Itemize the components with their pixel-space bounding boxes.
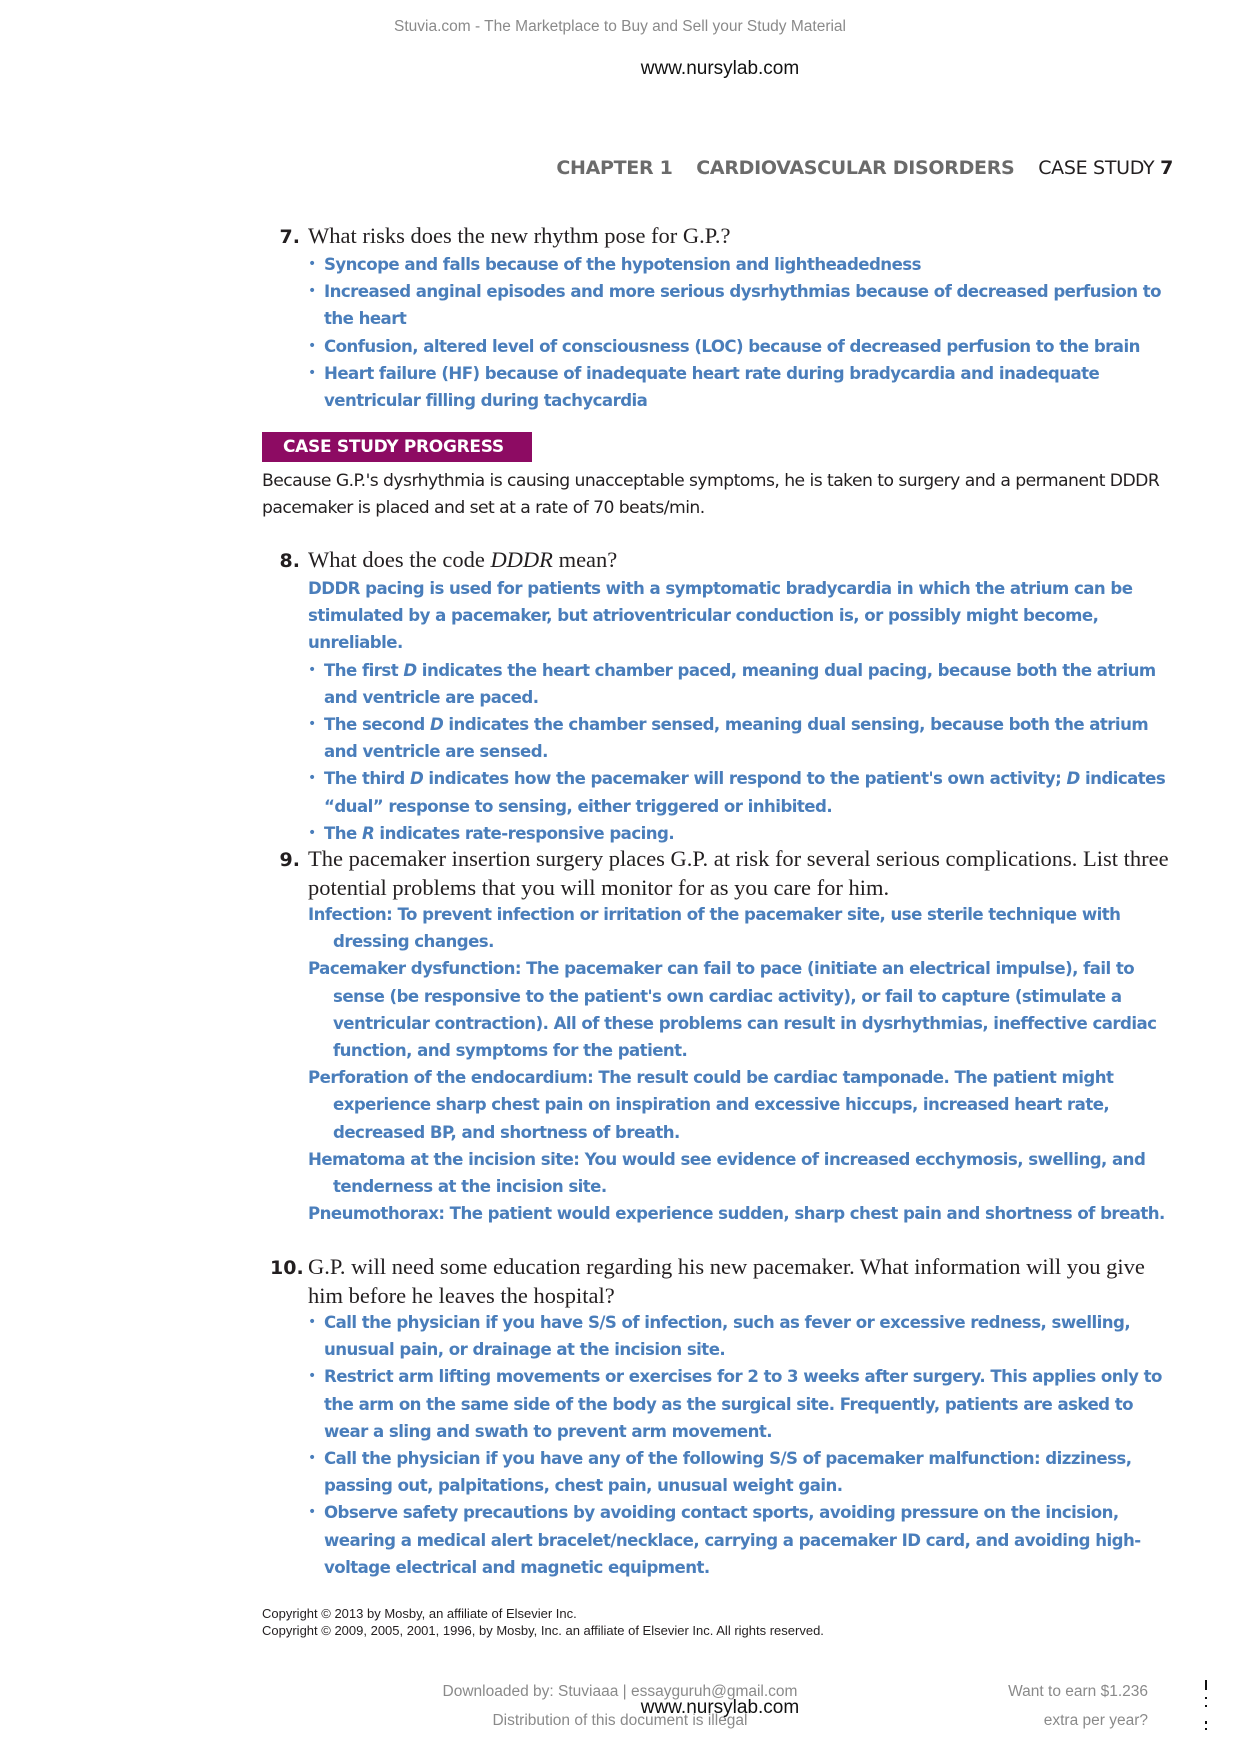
question-number: 9. bbox=[279, 849, 300, 871]
bullet-icon: • bbox=[308, 1368, 316, 1385]
question-number: 10. bbox=[270, 1257, 304, 1279]
stuvia-header-banner: Stuvia.com - The Marketplace to Buy and Sell your Study Material bbox=[393, 18, 846, 35]
question-7-prompt bbox=[270, 222, 1175, 251]
answer-bullet: • The second D indicates the chamber sensed, meaning dual sensing, because both the atrium and ventricle are sensed. bbox=[308, 711, 1175, 765]
question-8 bbox=[270, 546, 1175, 847]
answer-item-hematoma: Hematoma at the incision site: You would see evidence of increased ecchymosis, swelling, and tenderness at the incision site. bbox=[308, 1149, 1146, 1197]
answer-intro: DDDR pacing is used for patients with a symptomatic bradycardia in which the atrium can be stimulated by a pacemaker, but atrioventricular conduction is, or possibly might become, unreliable. bbox=[308, 579, 1133, 653]
answer-list bbox=[308, 1309, 1175, 1581]
section-title: CARDIOVASCULAR DISORDERS bbox=[696, 157, 1015, 179]
watermark-bottom: www.nursylab.com bbox=[640, 1697, 800, 1718]
answer-bullet: • Call the physician if you have S/S of infection, such as fever or excessive redness, swelling, unusual pain, or drainage at the incision site. bbox=[308, 1309, 1175, 1363]
edge-crop-marks bbox=[1205, 1680, 1208, 1740]
answer-bullet: • The third D indicates how the pacemaker will respond to the patient's own activity; D indicates “dual” response to sensing, either triggered or inhibited. bbox=[308, 765, 1175, 819]
question-9-prompt bbox=[270, 845, 1175, 901]
question-number: 7. bbox=[279, 226, 300, 248]
case-study-progress-text: Because G.P.'s dysrhythmia is causing unacceptable symptoms, he is taken to surgery and a permanent DDDR pacemaker is placed and set at a rate of 70 beats/min. bbox=[262, 471, 1160, 518]
answer-bullet: • Confusion, altered level of consciousness (LOC) because of decreased perfusion to the brain bbox=[308, 333, 1175, 360]
question-10-prompt bbox=[270, 1253, 1175, 1309]
question-text: What risks does the new rhythm pose for G.P.? bbox=[308, 223, 731, 248]
case-study-label: CASE STUDY bbox=[1038, 157, 1155, 179]
watermark-top: www.nursylab.com bbox=[640, 58, 800, 79]
question-7 bbox=[270, 222, 1175, 414]
case-study-number: 7 bbox=[1160, 157, 1173, 179]
code-emphasis: DDDR bbox=[490, 547, 553, 572]
copyright-line-1: Copyright © 2013 by Mosby, an affiliate of Elsevier Inc. bbox=[262, 1606, 577, 1621]
running-head bbox=[556, 157, 1173, 179]
answer-bullet: • Call the physician if you have any of the following S/S of pacemaker malfunction: dizziness, passing out, palpitations, chest pain, unusual weight gain. bbox=[308, 1445, 1175, 1499]
answer-item-infection: Infection: To prevent infection or irritation of the pacemaker site, use sterile technique with dressing changes. bbox=[308, 905, 1121, 952]
question-text: The pacemaker insertion surgery places G.P. at risk for several serious complications. List three potential problems that you will monitor for as you care for him. bbox=[308, 846, 1169, 900]
chapter-label: CHAPTER 1 bbox=[556, 157, 673, 179]
answer-bullet: • Restrict arm lifting movements or exercises for 2 to 3 weeks after surgery. This applies only to the arm on the same side of the body as the surgical site. Frequently, patients are asked to wear a sling and swath to prevent arm movement. bbox=[308, 1363, 1175, 1445]
question-10 bbox=[270, 1253, 1175, 1581]
answer-list bbox=[308, 657, 1175, 847]
bullet-icon: • bbox=[308, 661, 316, 678]
downloaded-by-text: Downloaded by: Stuviaaa | essayguruh@gmail.com bbox=[442, 1683, 798, 1700]
bullet-icon: • bbox=[308, 364, 316, 381]
copyright-line-2: Copyright © 2009, 2005, 2001, 1996, by Mosby, Inc. an affiliate of Elsevier Inc. All rights reserved. bbox=[262, 1623, 824, 1638]
bullet-icon: • bbox=[308, 770, 316, 787]
bullet-icon: • bbox=[308, 716, 316, 733]
answer-list bbox=[308, 251, 1175, 414]
answer-item-pacemaker-dysfunction: Pacemaker dysfunction: The pacemaker can fail to pace (initiate an electrical impulse), fail to sense (be responsive to the patient's own cardiac activity), or fail to capture (stimulate a ventricular contraction). All of these problems can result in dysrhythmias, ineffective cardiac function, and symptoms for the patient. bbox=[308, 959, 1157, 1061]
copyright-notice bbox=[262, 1605, 824, 1639]
bullet-icon: • bbox=[308, 1504, 316, 1521]
earn-promo-line-1[interactable]: Want to earn $1.236 bbox=[1008, 1683, 1148, 1700]
earn-promo-line-2[interactable]: extra per year? bbox=[1043, 1712, 1148, 1729]
bullet-icon: • bbox=[308, 1450, 316, 1467]
answer-bullet: • Syncope and falls because of the hypotension and lightheadedness bbox=[308, 251, 1175, 278]
bullet-icon: • bbox=[308, 337, 316, 354]
answer-bullet: • The first D indicates the heart chamber paced, meaning dual pacing, because both the atrium and ventricle are paced. bbox=[308, 657, 1175, 711]
answer-bullet: • Increased anginal episodes and more serious dysrhythmias because of decreased perfusion to the heart bbox=[308, 278, 1175, 332]
answer-list bbox=[308, 901, 1175, 1227]
question-9 bbox=[270, 845, 1175, 1227]
case-study-progress-banner: CASE STUDY PROGRESS bbox=[262, 432, 532, 462]
question-number: 8. bbox=[279, 550, 300, 572]
answer-item-perforation: Perforation of the endocardium: The result could be cardiac tamponade. The patient might experience sharp chest pain on inspiration and excessive hiccups, increased heart rate, decreased BP, and shortness of breath. bbox=[308, 1068, 1114, 1142]
bullet-icon: • bbox=[308, 256, 316, 272]
answer-item-pneumothorax: Pneumothorax: The patient would experience sudden, sharp chest pain and shortness of breath. bbox=[308, 1204, 1165, 1224]
bullet-icon: • bbox=[308, 283, 316, 300]
answer-bullet: • Heart failure (HF) because of inadequate heart rate during bradycardia and inadequate ventricular filling during tachycardia bbox=[308, 360, 1175, 414]
distribution-notice: Distribution of this document is illegal bbox=[492, 1712, 748, 1729]
answer-bullet: • Observe safety precautions by avoiding contact sports, avoiding pressure on the incision, wearing a medical alert bracelet/necklace, carrying a pacemaker ID card, and avoiding high-voltage electrical and magnetic equipment. bbox=[308, 1499, 1175, 1581]
answer-bullet: • The R indicates rate-responsive pacing. bbox=[308, 820, 1175, 847]
question-text: G.P. will need some education regarding his new pacemaker. What information will you give him before he leaves the hospital? bbox=[308, 1254, 1145, 1308]
bullet-icon: • bbox=[308, 824, 316, 841]
question-8-prompt: 8. What does the code DDDR mean? bbox=[270, 546, 1175, 575]
bullet-icon: • bbox=[308, 1314, 316, 1330]
